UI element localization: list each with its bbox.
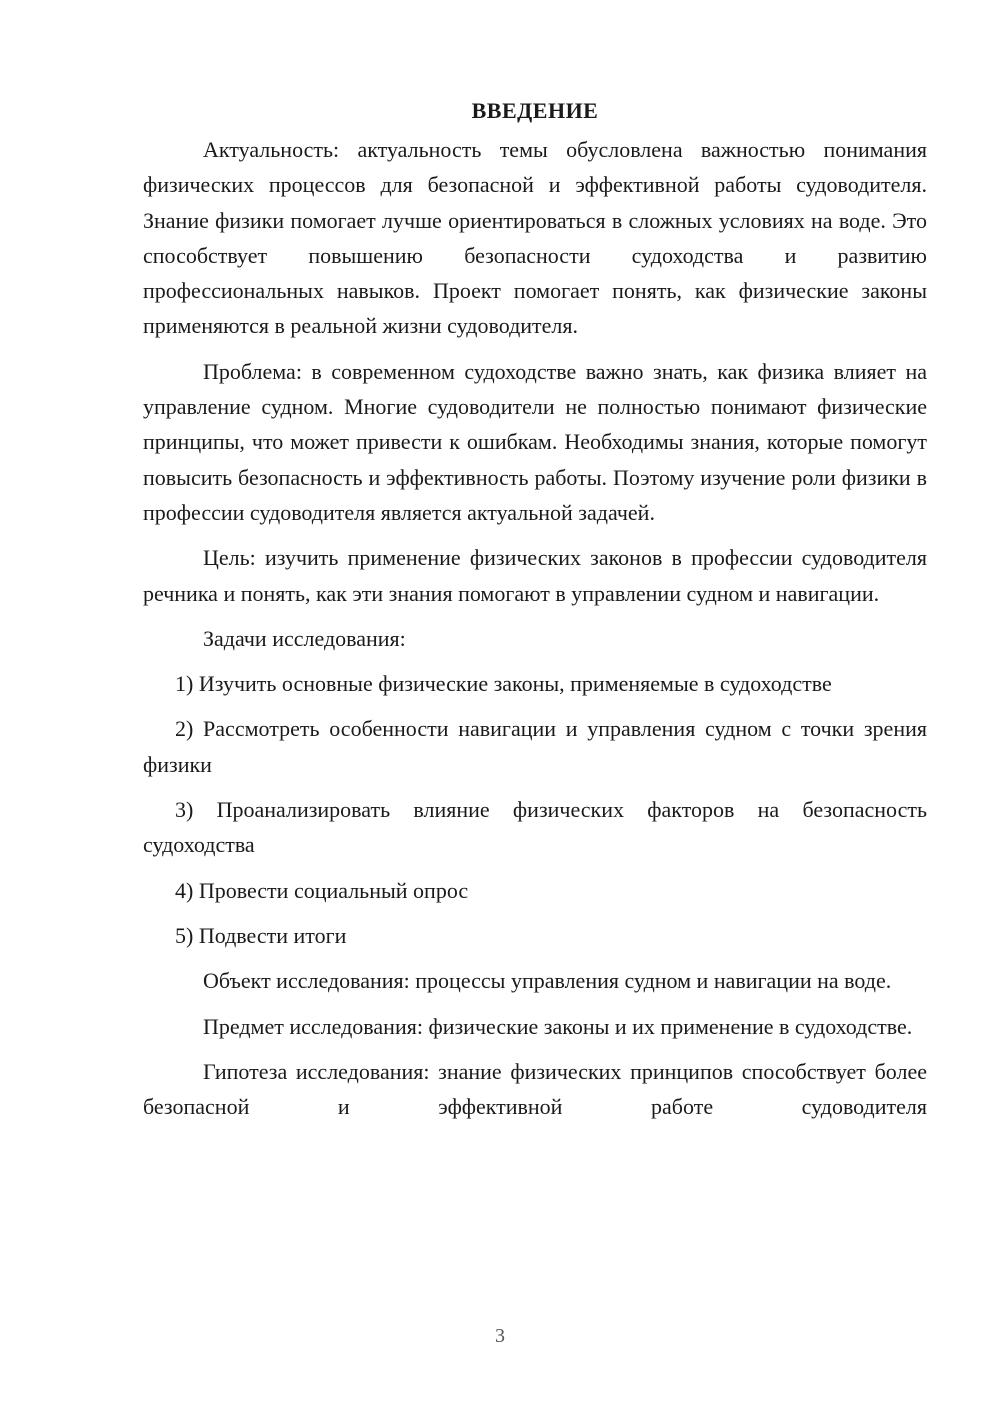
page-content (143, 96, 927, 1134)
goal-paragraph: Цель: изучить применение физических законов в профессии судоводителя речника и понять, как эти знания помогают в управлении судном и навигации. (143, 545, 927, 606)
task-item: 4) Провести социальный опрос (175, 877, 469, 903)
page-number: 3 (495, 1325, 505, 1347)
object-paragraph: Объект исследования: процессы управления судном и навигации на воде. (203, 968, 892, 994)
task-item: 5) Подвести итоги (175, 922, 347, 948)
subject-paragraph: Предмет исследования: физические законы и их применение в судоходстве. (203, 1013, 913, 1039)
problem-paragraph: Проблема: в современном судоходстве важно знать, как физика влияет на управление судном. Многие судоводители не полностью понимают физические принципы, что может привести к ошибкам. Необходимы знания, которые помогут повысить безопасность и эффективность работы. Поэтому изучение роли физики в профессии судоводителя является актуальной задачей. (143, 358, 927, 525)
page-title: ВВЕДЕНИЕ (471, 98, 599, 123)
hypothesis-paragraph: Гипотеза исследования: знание физических принципов способствует более безопасной и эффективной работе судоводителя (143, 1058, 927, 1120)
task-item: 1) Изучить основные физические законы, применяемые в судоходстве (175, 671, 832, 697)
task-item: 3) Проанализировать влияние физических факторов на безопасность судоходства (143, 797, 927, 858)
relevance-paragraph: Актуальность: актуальность темы обусловлена важностью понимания физических процессов для безопасной и эффективной работы судоводителя. Знание физики помогает лучше ориентироваться в сложных условиях на воде. Это способствует повышению безопасности судоходства и развитию профессиональных навыков. Проект помогает понять, как физические законы применяются в реальной жизни судоводителя. (143, 137, 927, 339)
tasks-heading: Задачи исследования: (203, 625, 406, 651)
task-item: 2) Рассмотреть особенности навигации и управления судном с точки зрения физики (143, 716, 927, 777)
